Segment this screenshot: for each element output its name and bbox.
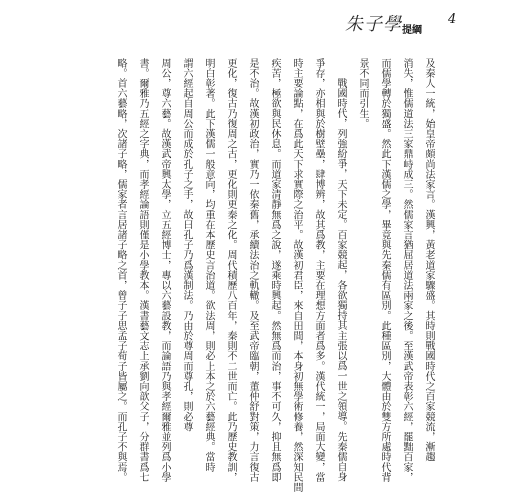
text-column: 謂六經起自周公而成於孔子之手，故曰孔子乃爲漢制法。乃由於尊周而尊孔，則必尊 [181,58,192,432]
text-column: 景不同而引生。 [357,58,368,129]
text-column: 疾苦，極欲與民休息。而道家清靜無爲之說，遂乘時興起。然無爲而治，事不可久，抑且無爲即 [269,58,280,483]
text-column: 及秦人一統，始皇帝頗尚法家言。漢興，黃老道家驟盛。其時則戰國時代之百家競流，漸趨 [423,58,434,462]
text-column: 消失，惟儒道法三家鼎峙成三。然儒家言猶屈居道法兩家之後。至漢武帝表彰六經，罷黜百家， [401,58,412,483]
body-text [109,58,439,494]
text-column: 而儒學轉於獨盛。然此下漢儒之學，畢竟與先秦儒有區別。此種區別，大體由於雙方所處時代背 [379,58,390,483]
text-column: 略。首六藝略，次諸子略，儒家者言居諸子略之首，曾子子思孟子荀子皆屬之。而孔子不與焉。 [115,58,126,483]
text-column: 更化，復古乃復周之古，更化則更秦之化。周代積歷八百年，秦則不二世而亡。此乃歷史教訓， [225,58,236,483]
text-column: 時主要論點，在爲此天下求實際之治平。故漢初君臣，來自田間，本身初無學術修養，然深知民間 [291,58,302,493]
text-column: 爭存，亦相與於樹壁壘，肆博辨，故其爲教，主要在理想方面者爲多。漢代統一，局面大變，當 [313,58,324,483]
page-number: 4 [448,12,457,27]
page-header [340,6,510,46]
text-column: 明白彰著。此下漢儒一般意向，均重在本歷史言治道。欲法周，則必上本之於六藝經典。當時 [203,58,214,473]
text-column: 戰國時代，列強紛爭，天下未定。百家競起，各欲獨持其主張以爲一世之領導。先秦儒自身 [335,78,346,482]
book-title-subtitle: 提綱 [402,25,422,36]
book-title-logo: 朱子學 [345,14,402,35]
text-column: 書。爾雅乃五經之字典，而孝經論語則僅是小學教本。漢書藝文志上承劉向歆父子，分群書爲七 [137,58,148,483]
text-column: 周公，尊六藝。故漢武帝興太學，立五經博士，專以六藝設教，而論語乃與孝經爾雅並列爲小學 [159,58,170,483]
text-column: 是不治。故漢初政治，實乃一依秦舊，承續法治之軌轍。及至武帝臨朝，董仲舒對策，力言復古 [247,58,258,483]
